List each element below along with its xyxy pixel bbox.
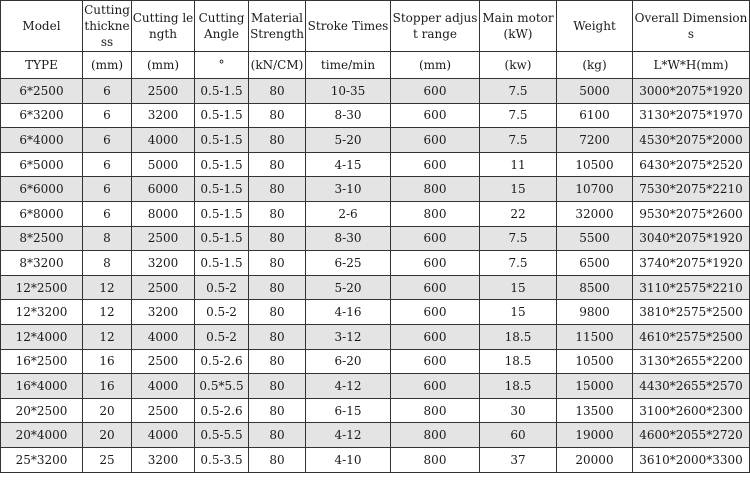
table-cell: 6100 bbox=[557, 103, 633, 128]
table-cell: 7530*2075*2210 bbox=[633, 177, 750, 202]
header-model: Model bbox=[1, 1, 83, 52]
table-cell: 8 bbox=[83, 226, 132, 251]
table-cell: 5-20 bbox=[306, 128, 391, 153]
table-cell: 0.5-1.5 bbox=[195, 201, 249, 226]
table-cell: 10500 bbox=[557, 349, 633, 374]
table-cell: 6*6000 bbox=[1, 177, 83, 202]
table-cell: 18.5 bbox=[480, 324, 557, 349]
table-cell: 80 bbox=[249, 226, 306, 251]
table-cell: 80 bbox=[249, 251, 306, 276]
table-cell: 4000 bbox=[132, 324, 195, 349]
table-row bbox=[1, 226, 750, 251]
table-row bbox=[1, 201, 750, 226]
table-cell: 25 bbox=[83, 447, 132, 472]
table-cell: 20*4000 bbox=[1, 423, 83, 448]
header-stopper-adjust-range: Stopper adjust range bbox=[391, 1, 480, 52]
table-cell: 800 bbox=[391, 447, 480, 472]
table-cell: 18.5 bbox=[480, 374, 557, 399]
table-cell: 12 bbox=[83, 275, 132, 300]
table-cell: 15000 bbox=[557, 374, 633, 399]
units-row bbox=[1, 52, 750, 79]
table-row bbox=[1, 103, 750, 128]
table-cell: 16 bbox=[83, 349, 132, 374]
table-cell: 80 bbox=[249, 79, 306, 104]
table-cell: 13500 bbox=[557, 398, 633, 423]
table-row bbox=[1, 152, 750, 177]
table-cell: 80 bbox=[249, 177, 306, 202]
table-cell: 9800 bbox=[557, 300, 633, 325]
table-cell: 8-30 bbox=[306, 103, 391, 128]
unit-cell: time/min bbox=[306, 52, 391, 79]
header-row bbox=[1, 1, 750, 52]
header-stroke-times: Stroke Times bbox=[306, 1, 391, 52]
table-cell: 6 bbox=[83, 79, 132, 104]
table-cell: 3040*2075*1920 bbox=[633, 226, 750, 251]
header-cutting-thickness: Cutting thickness bbox=[83, 1, 132, 52]
table-cell: 9530*2075*2600 bbox=[633, 201, 750, 226]
table-cell: 2-6 bbox=[306, 201, 391, 226]
table-cell: 15 bbox=[480, 300, 557, 325]
header-overall-dimensions: Overall Dimensions bbox=[633, 1, 750, 52]
table-cell: 4000 bbox=[132, 128, 195, 153]
table-cell: 12*2500 bbox=[1, 275, 83, 300]
table-cell: 2500 bbox=[132, 398, 195, 423]
table-cell: 3810*2575*2500 bbox=[633, 300, 750, 325]
table-row bbox=[1, 398, 750, 423]
header-cutting-length: Cutting length bbox=[132, 1, 195, 52]
table-cell: 600 bbox=[391, 324, 480, 349]
table-cell: 3200 bbox=[132, 103, 195, 128]
table-cell: 600 bbox=[391, 374, 480, 399]
table-cell: 80 bbox=[249, 447, 306, 472]
table-cell: 8*2500 bbox=[1, 226, 83, 251]
table-cell: 80 bbox=[249, 398, 306, 423]
table-cell: 15 bbox=[480, 177, 557, 202]
table-cell: 7.5 bbox=[480, 226, 557, 251]
unit-cell: (mm) bbox=[132, 52, 195, 79]
table-cell: 2500 bbox=[132, 79, 195, 104]
table-cell: 22 bbox=[480, 201, 557, 226]
unit-cell: (kg) bbox=[557, 52, 633, 79]
unit-cell: (mm) bbox=[83, 52, 132, 79]
table-cell: 4600*2055*2720 bbox=[633, 423, 750, 448]
table-cell: 4530*2075*2000 bbox=[633, 128, 750, 153]
table-cell: 80 bbox=[249, 324, 306, 349]
table-cell: 600 bbox=[391, 226, 480, 251]
table-cell: 3610*2000*3300 bbox=[633, 447, 750, 472]
table-cell: 4430*2655*2570 bbox=[633, 374, 750, 399]
table-cell: 5-20 bbox=[306, 275, 391, 300]
table-cell: 6500 bbox=[557, 251, 633, 276]
table-cell: 16 bbox=[83, 374, 132, 399]
table-cell: 7.5 bbox=[480, 79, 557, 104]
table-cell: 16*4000 bbox=[1, 374, 83, 399]
table-cell: 32000 bbox=[557, 201, 633, 226]
table-cell: 12 bbox=[83, 300, 132, 325]
table-cell: 60 bbox=[480, 423, 557, 448]
table-cell: 8-30 bbox=[306, 226, 391, 251]
table-cell: 20*2500 bbox=[1, 398, 83, 423]
table-cell: 12*3200 bbox=[1, 300, 83, 325]
table-cell: 0.5-2 bbox=[195, 275, 249, 300]
header-main-motor: Main motor(kW) bbox=[480, 1, 557, 52]
table-cell: 3130*2655*2200 bbox=[633, 349, 750, 374]
table-cell: 3200 bbox=[132, 300, 195, 325]
table-cell: 15 bbox=[480, 275, 557, 300]
table-cell: 12 bbox=[83, 324, 132, 349]
table-cell: 80 bbox=[249, 300, 306, 325]
table-row bbox=[1, 324, 750, 349]
table-cell: 80 bbox=[249, 275, 306, 300]
table-body bbox=[1, 79, 750, 473]
table-cell: 6*2500 bbox=[1, 79, 83, 104]
table-cell: 11 bbox=[480, 152, 557, 177]
table-cell: 6*8000 bbox=[1, 201, 83, 226]
table-row bbox=[1, 374, 750, 399]
table-cell: 0.5-2.6 bbox=[195, 398, 249, 423]
table-cell: 3740*2075*1920 bbox=[633, 251, 750, 276]
table-cell: 20 bbox=[83, 398, 132, 423]
table-cell: 7.5 bbox=[480, 251, 557, 276]
table-row bbox=[1, 447, 750, 472]
table-cell: 6*4000 bbox=[1, 128, 83, 153]
table-cell: 6-20 bbox=[306, 349, 391, 374]
table-row bbox=[1, 300, 750, 325]
table-cell: 4-16 bbox=[306, 300, 391, 325]
table-cell: 0.5-5.5 bbox=[195, 423, 249, 448]
table-cell: 4610*2575*2500 bbox=[633, 324, 750, 349]
table-cell: 0.5-1.5 bbox=[195, 177, 249, 202]
table-cell: 6430*2075*2520 bbox=[633, 152, 750, 177]
unit-cell: TYPE bbox=[1, 52, 83, 79]
table-cell: 3110*2575*2210 bbox=[633, 275, 750, 300]
table-cell: 4-12 bbox=[306, 374, 391, 399]
table-cell: 0.5-1.5 bbox=[195, 103, 249, 128]
table-cell: 0.5-1.5 bbox=[195, 128, 249, 153]
table-cell: 800 bbox=[391, 423, 480, 448]
table-cell: 5000 bbox=[557, 79, 633, 104]
unit-cell: (kw) bbox=[480, 52, 557, 79]
table-cell: 3130*2075*1970 bbox=[633, 103, 750, 128]
table-cell: 11500 bbox=[557, 324, 633, 349]
table-cell: 0.5*5.5 bbox=[195, 374, 249, 399]
table-cell: 16*2500 bbox=[1, 349, 83, 374]
table-cell: 7200 bbox=[557, 128, 633, 153]
table-cell: 600 bbox=[391, 300, 480, 325]
table-cell: 6 bbox=[83, 103, 132, 128]
header-weight: Weight bbox=[557, 1, 633, 52]
table-cell: 8 bbox=[83, 251, 132, 276]
table-row bbox=[1, 423, 750, 448]
table-cell: 6 bbox=[83, 201, 132, 226]
table-cell: 3-10 bbox=[306, 177, 391, 202]
table-row bbox=[1, 251, 750, 276]
header-material-strength: Material Strength bbox=[249, 1, 306, 52]
table-cell: 80 bbox=[249, 201, 306, 226]
table-cell: 5000 bbox=[132, 152, 195, 177]
table-cell: 6 bbox=[83, 177, 132, 202]
table-cell: 0.5-3.5 bbox=[195, 447, 249, 472]
table-cell: 6-25 bbox=[306, 251, 391, 276]
table-cell: 2500 bbox=[132, 226, 195, 251]
table-cell: 0.5-1.5 bbox=[195, 251, 249, 276]
table-cell: 0.5-2 bbox=[195, 300, 249, 325]
unit-cell: L*W*H(mm) bbox=[633, 52, 750, 79]
table-cell: 80 bbox=[249, 128, 306, 153]
table-cell: 4-10 bbox=[306, 447, 391, 472]
table-cell: 600 bbox=[391, 349, 480, 374]
table-cell: 37 bbox=[480, 447, 557, 472]
table-cell: 7.5 bbox=[480, 128, 557, 153]
table-cell: 80 bbox=[249, 152, 306, 177]
table-cell: 3000*2075*1920 bbox=[633, 79, 750, 104]
table-cell: 3-12 bbox=[306, 324, 391, 349]
table-cell: 0.5-1.5 bbox=[195, 226, 249, 251]
table-cell: 6*5000 bbox=[1, 152, 83, 177]
table-cell: 12*4000 bbox=[1, 324, 83, 349]
table-cell: 7.5 bbox=[480, 103, 557, 128]
table-cell: 8500 bbox=[557, 275, 633, 300]
table-cell: 0.5-1.5 bbox=[195, 79, 249, 104]
table-cell: 0.5-1.5 bbox=[195, 152, 249, 177]
table-cell: 4000 bbox=[132, 374, 195, 399]
table-row bbox=[1, 177, 750, 202]
table-cell: 30 bbox=[480, 398, 557, 423]
table-cell: 6*3200 bbox=[1, 103, 83, 128]
unit-cell: (kN/CM) bbox=[249, 52, 306, 79]
table-cell: 2500 bbox=[132, 275, 195, 300]
table-cell: 8000 bbox=[132, 201, 195, 226]
table-cell: 80 bbox=[249, 103, 306, 128]
table-row bbox=[1, 349, 750, 374]
table-cell: 600 bbox=[391, 152, 480, 177]
unit-cell: (mm) bbox=[391, 52, 480, 79]
table-cell: 19000 bbox=[557, 423, 633, 448]
table-cell: 2500 bbox=[132, 349, 195, 374]
table-cell: 800 bbox=[391, 398, 480, 423]
table-cell: 10700 bbox=[557, 177, 633, 202]
table-row bbox=[1, 79, 750, 104]
table-cell: 20 bbox=[83, 423, 132, 448]
table-cell: 5500 bbox=[557, 226, 633, 251]
table-row bbox=[1, 128, 750, 153]
table-cell: 20000 bbox=[557, 447, 633, 472]
table-cell: 4000 bbox=[132, 423, 195, 448]
table-cell: 6 bbox=[83, 152, 132, 177]
table-row bbox=[1, 275, 750, 300]
table-cell: 3200 bbox=[132, 447, 195, 472]
table-cell: 3200 bbox=[132, 251, 195, 276]
table-cell: 600 bbox=[391, 251, 480, 276]
table-cell: 6000 bbox=[132, 177, 195, 202]
table-cell: 80 bbox=[249, 374, 306, 399]
table-cell: 800 bbox=[391, 177, 480, 202]
table-cell: 0.5-2.6 bbox=[195, 349, 249, 374]
table-cell: 0.5-2 bbox=[195, 324, 249, 349]
header-cutting-angle: Cutting Angle bbox=[195, 1, 249, 52]
table-cell: 600 bbox=[391, 79, 480, 104]
table-cell: 18.5 bbox=[480, 349, 557, 374]
table-cell: 8*3200 bbox=[1, 251, 83, 276]
table-cell: 4-12 bbox=[306, 423, 391, 448]
table-cell: 10500 bbox=[557, 152, 633, 177]
table-cell: 3100*2600*2300 bbox=[633, 398, 750, 423]
table-cell: 10-35 bbox=[306, 79, 391, 104]
table-cell: 800 bbox=[391, 201, 480, 226]
table-cell: 600 bbox=[391, 103, 480, 128]
table-cell: 25*3200 bbox=[1, 447, 83, 472]
table-cell: 80 bbox=[249, 349, 306, 374]
table-cell: 600 bbox=[391, 128, 480, 153]
table-cell: 6 bbox=[83, 128, 132, 153]
table-cell: 600 bbox=[391, 275, 480, 300]
table-cell: 6-15 bbox=[306, 398, 391, 423]
table-cell: 4-15 bbox=[306, 152, 391, 177]
table-cell: 80 bbox=[249, 423, 306, 448]
unit-cell: ° bbox=[195, 52, 249, 79]
